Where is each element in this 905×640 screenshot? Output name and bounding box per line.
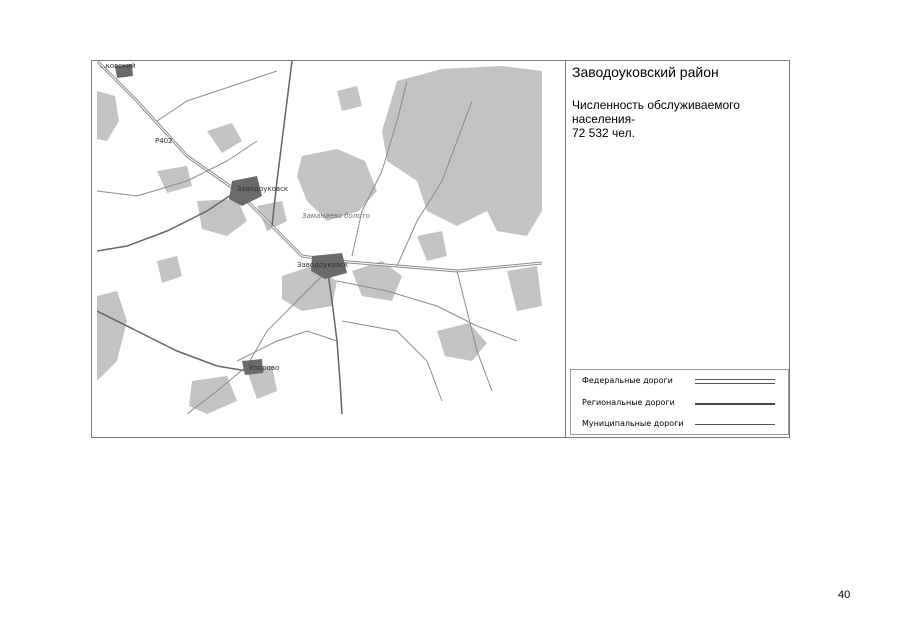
forest-areas bbox=[97, 66, 542, 414]
legend-label: Муниципальные дороги bbox=[582, 419, 684, 428]
frame-divider bbox=[565, 60, 566, 438]
map-label-town-north: Заводоуковск bbox=[237, 185, 289, 193]
municipal-road bbox=[342, 321, 442, 401]
legend-label: Федеральные дороги bbox=[582, 376, 673, 385]
legend-item-municipal bbox=[571, 418, 788, 432]
municipal-road-swatch bbox=[695, 424, 775, 425]
map-label-town-center: Заводоуковск bbox=[297, 261, 349, 269]
federal-road-swatch bbox=[695, 379, 775, 384]
legend-label: Региональные дороги bbox=[582, 398, 675, 407]
map-label-top-left: ...ковский bbox=[99, 62, 136, 70]
map-label-road-number: Р402 bbox=[155, 137, 173, 145]
map-label-village-south: Упорово bbox=[249, 364, 280, 372]
regional-road-swatch bbox=[695, 403, 775, 405]
legend-item-regional bbox=[571, 397, 788, 411]
map-canvas bbox=[97, 61, 542, 414]
population-text bbox=[572, 98, 784, 140]
legend-item-federal bbox=[571, 375, 788, 389]
district-map[interactable] bbox=[97, 61, 542, 414]
map-legend bbox=[570, 369, 789, 435]
map-label-area: Заманаево болото bbox=[302, 212, 370, 220]
population-value: 72 532 чел. bbox=[572, 126, 635, 140]
municipal-road bbox=[157, 71, 277, 121]
population-label: Численность обслуживаемого населения- bbox=[572, 98, 740, 126]
district-title: Заводоуковский район bbox=[572, 64, 719, 80]
page-number: 40 bbox=[838, 589, 851, 601]
